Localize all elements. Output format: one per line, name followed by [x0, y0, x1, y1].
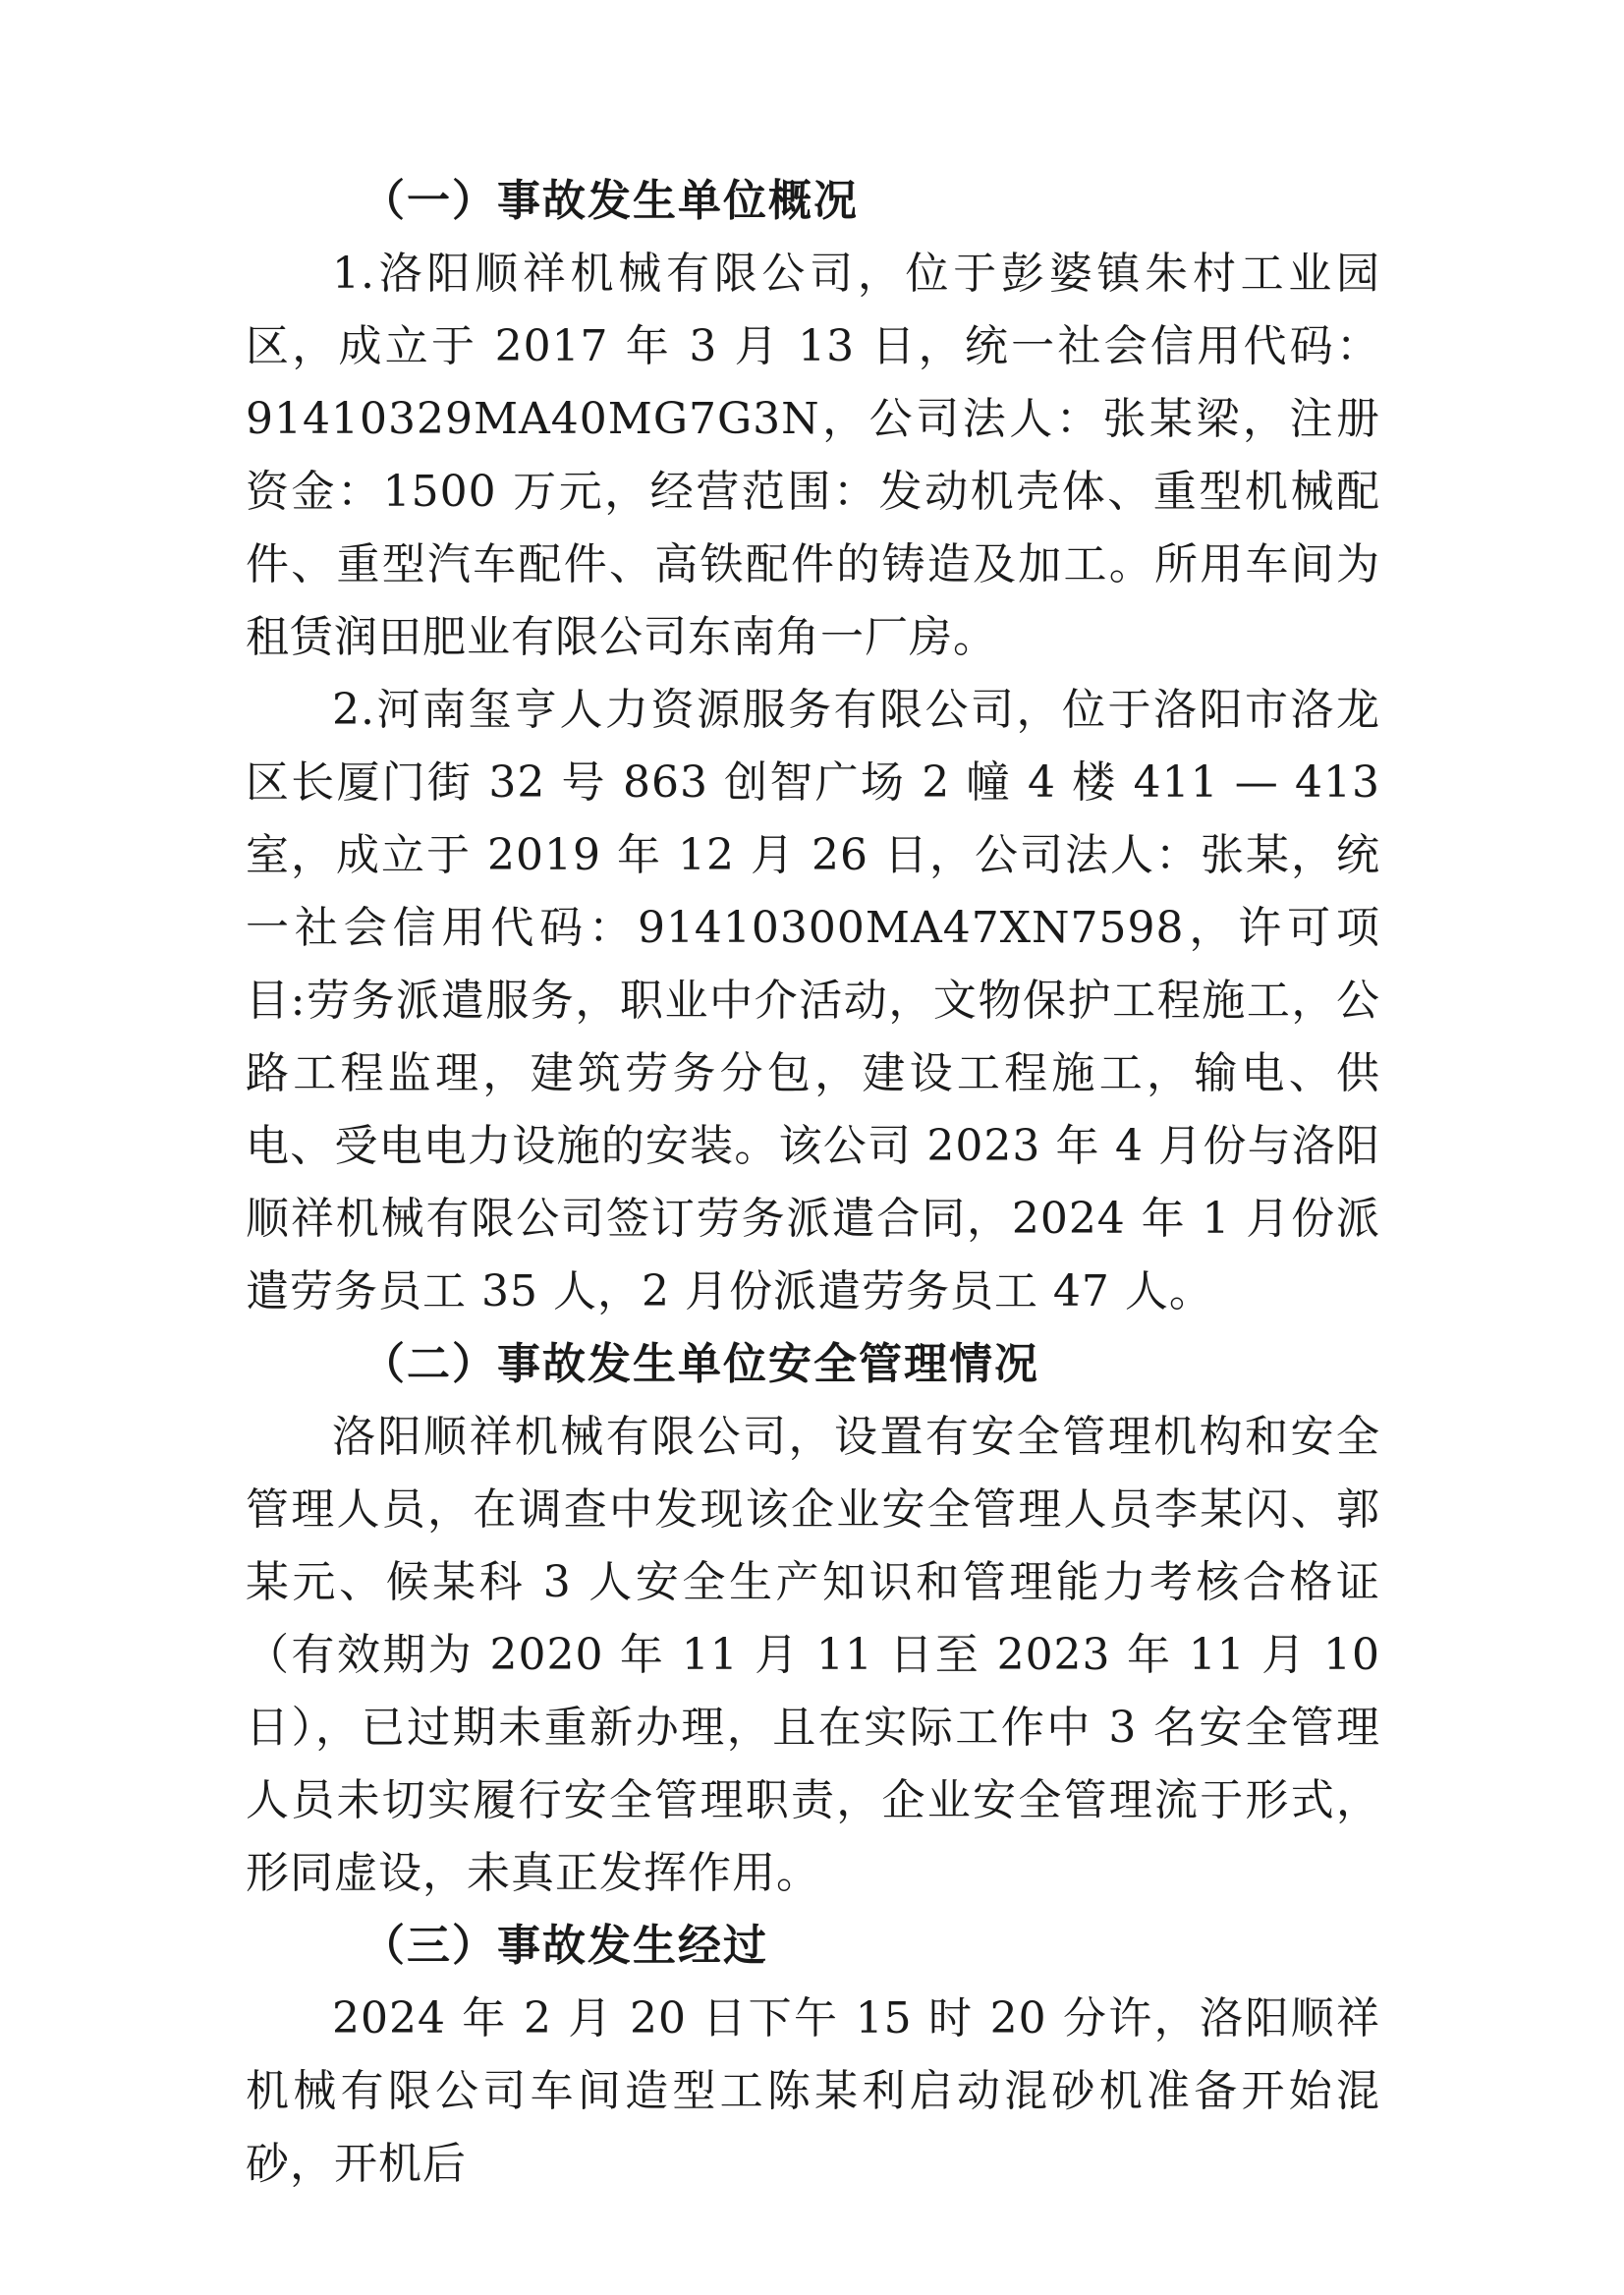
section-heading-3: （三）事故发生经过: [362, 1921, 768, 1971]
paragraph-accident-process: 2024 年 2 月 20 日下午 15 时 20 分许，洛阳顺祥机械有限公司车间造型工陈某利启动混砂机准备开始混砂，开机后: [246, 1993, 1380, 2189]
paragraph-safety-management: 洛阳顺祥机械有限公司，设置有安全管理机构和安全管理人员，在调查中发现该企业安全管理人员李某闪、郭某元、候某科 3 人安全生产知识和管理能力考核合格证（有效期为 2020 年 11 月 11 日至 2023 年 11 月 10 日），已过期未重新办理，且在实际工作中 3 名安全管理人员未切实履行安全管理职责，企业安全管理流于形式，形同虚设，未真正发挥作用。: [246, 1412, 1380, 1898]
paragraph-company-1: 1.洛阳顺祥机械有限公司，位于彭婆镇朱村工业园区，成立于 2017 年 3 月 13 日，统一社会信用代码：91410329MA40MG7G3N，公司法人：张某梁，注册资金：1500 万元，经营范围：发动机壳体、重型机械配件、重型汽车配件、高铁配件的铸造及加工。所用车间为租赁润田肥业有限公司东南角一厂房。: [246, 249, 1380, 662]
section-heading-2: （二）事故发生单位安全管理情况: [362, 1339, 1039, 1389]
section-heading-1: （一）事故发生单位概况: [362, 176, 859, 226]
paragraph-company-2: 2.河南玺亨人力资源服务有限公司，位于洛阳市洛龙区长厦门街 32 号 863 创智广场 2 幢 4 楼 411 — 413 室，成立于 2019 年 12 月 26 日，公司法人：张某，统一社会信用代码：91410300MA47XN7598，许可项目:劳务派遣服务，职业中介活动，文物保护工程施工，公路工程监理，建筑劳务分包，建设工程施工，输电、供电、受电电力设施的安装。该公司 2023 年 4 月份与洛阳顺祥机械有限公司签订劳务派遣合同，2024 年 1 月份派遣劳务员工 35 人，2 月份派遣劳务员工 47 人。: [246, 685, 1380, 1316]
document-body: [246, 165, 1380, 2201]
